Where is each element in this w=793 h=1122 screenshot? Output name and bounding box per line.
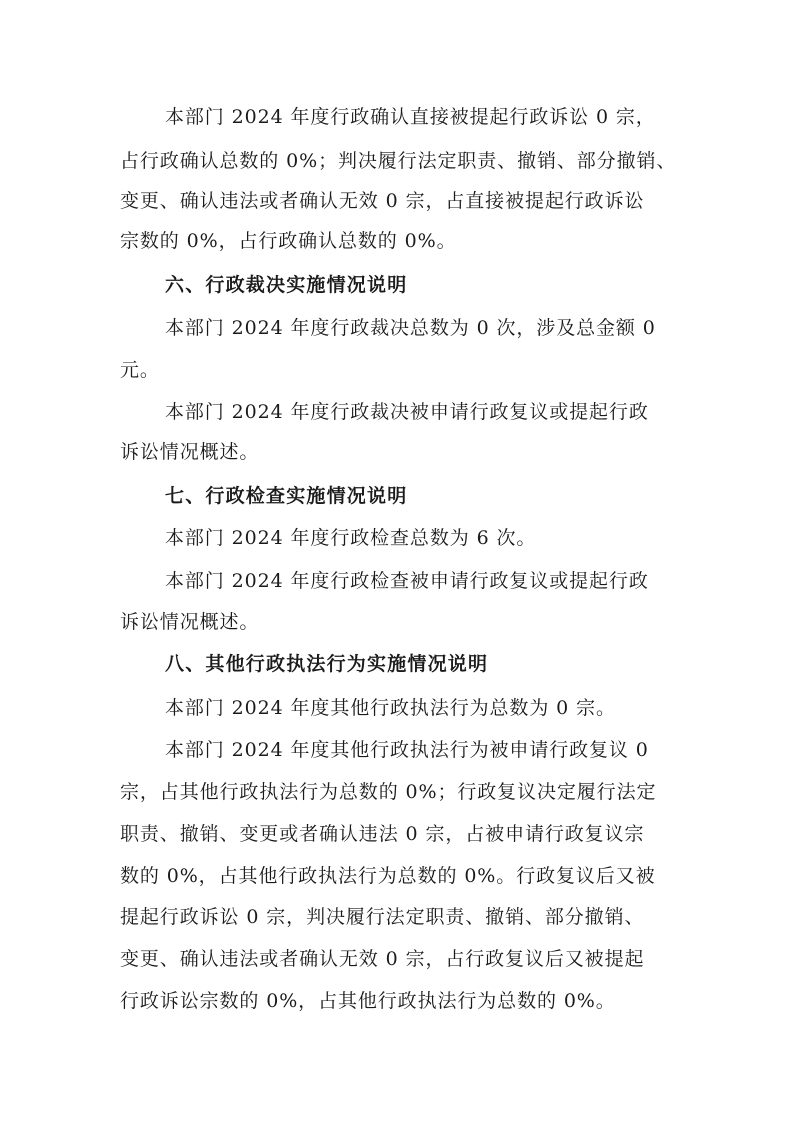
paragraph-line: 诉讼情况概述。 — [120, 611, 260, 633]
paragraph-line: 宗，占其他行政执法行为总数的 0%；行政复议决定履行法定 — [120, 781, 657, 803]
paragraph-line: 本部门 2024 年度行政裁决被申请行政复议或提起行政 — [165, 401, 649, 423]
paragraph-line: 变更、确认违法或者确认无效 0 宗，占直接被提起行政诉讼 — [120, 190, 645, 212]
paragraph-line: 本部门 2024 年度行政确认直接被提起行政诉讼 0 宗， — [165, 106, 656, 128]
section-heading-6: 六、行政裁决实施情况说明 — [165, 274, 408, 296]
paragraph-line: 数的 0%，占其他行政执法行为总数的 0%。行政复议后又被 — [120, 865, 656, 887]
paragraph-line: 本部门 2024 年度行政裁决总数为 0 次，涉及总金额 0 — [165, 317, 656, 339]
paragraph-line: 占行政确认总数的 0%；判决履行法定职责、撤销、部分撤销、 — [120, 150, 677, 172]
paragraph-line: 变更、确认违法或者确认无效 0 宗，占行政复议后又被提起 — [120, 948, 645, 970]
paragraph-line: 诉讼情况概述。 — [120, 441, 260, 463]
paragraph-line: 宗数的 0%，占行政确认总数的 0%。 — [120, 230, 457, 252]
paragraph-line: 元。 — [120, 359, 160, 381]
paragraph-line: 本部门 2024 年度其他行政执法行为总数为 0 宗。 — [165, 697, 616, 719]
paragraph-line: 行政诉讼宗数的 0%，占其他行政执法行为总数的 0%。 — [120, 990, 616, 1012]
section-heading-8: 八、其他行政执法行为实施情况说明 — [165, 653, 489, 675]
paragraph-line: 提起行政诉讼 0 宗，判决履行法定职责、撤销、部分撤销、 — [120, 906, 645, 928]
section-heading-7: 七、行政检查实施情况说明 — [165, 485, 408, 507]
paragraph-line: 本部门 2024 年度行政检查总数为 6 次。 — [165, 527, 537, 549]
paragraph-line: 本部门 2024 年度行政检查被申请行政复议或提起行政 — [165, 570, 649, 592]
paragraph-line: 职责、撤销、变更或者确认违法 0 宗，占被申请行政复议宗 — [120, 823, 645, 845]
paragraph-line: 本部门 2024 年度其他行政执法行为被申请行政复议 0 — [165, 739, 649, 761]
